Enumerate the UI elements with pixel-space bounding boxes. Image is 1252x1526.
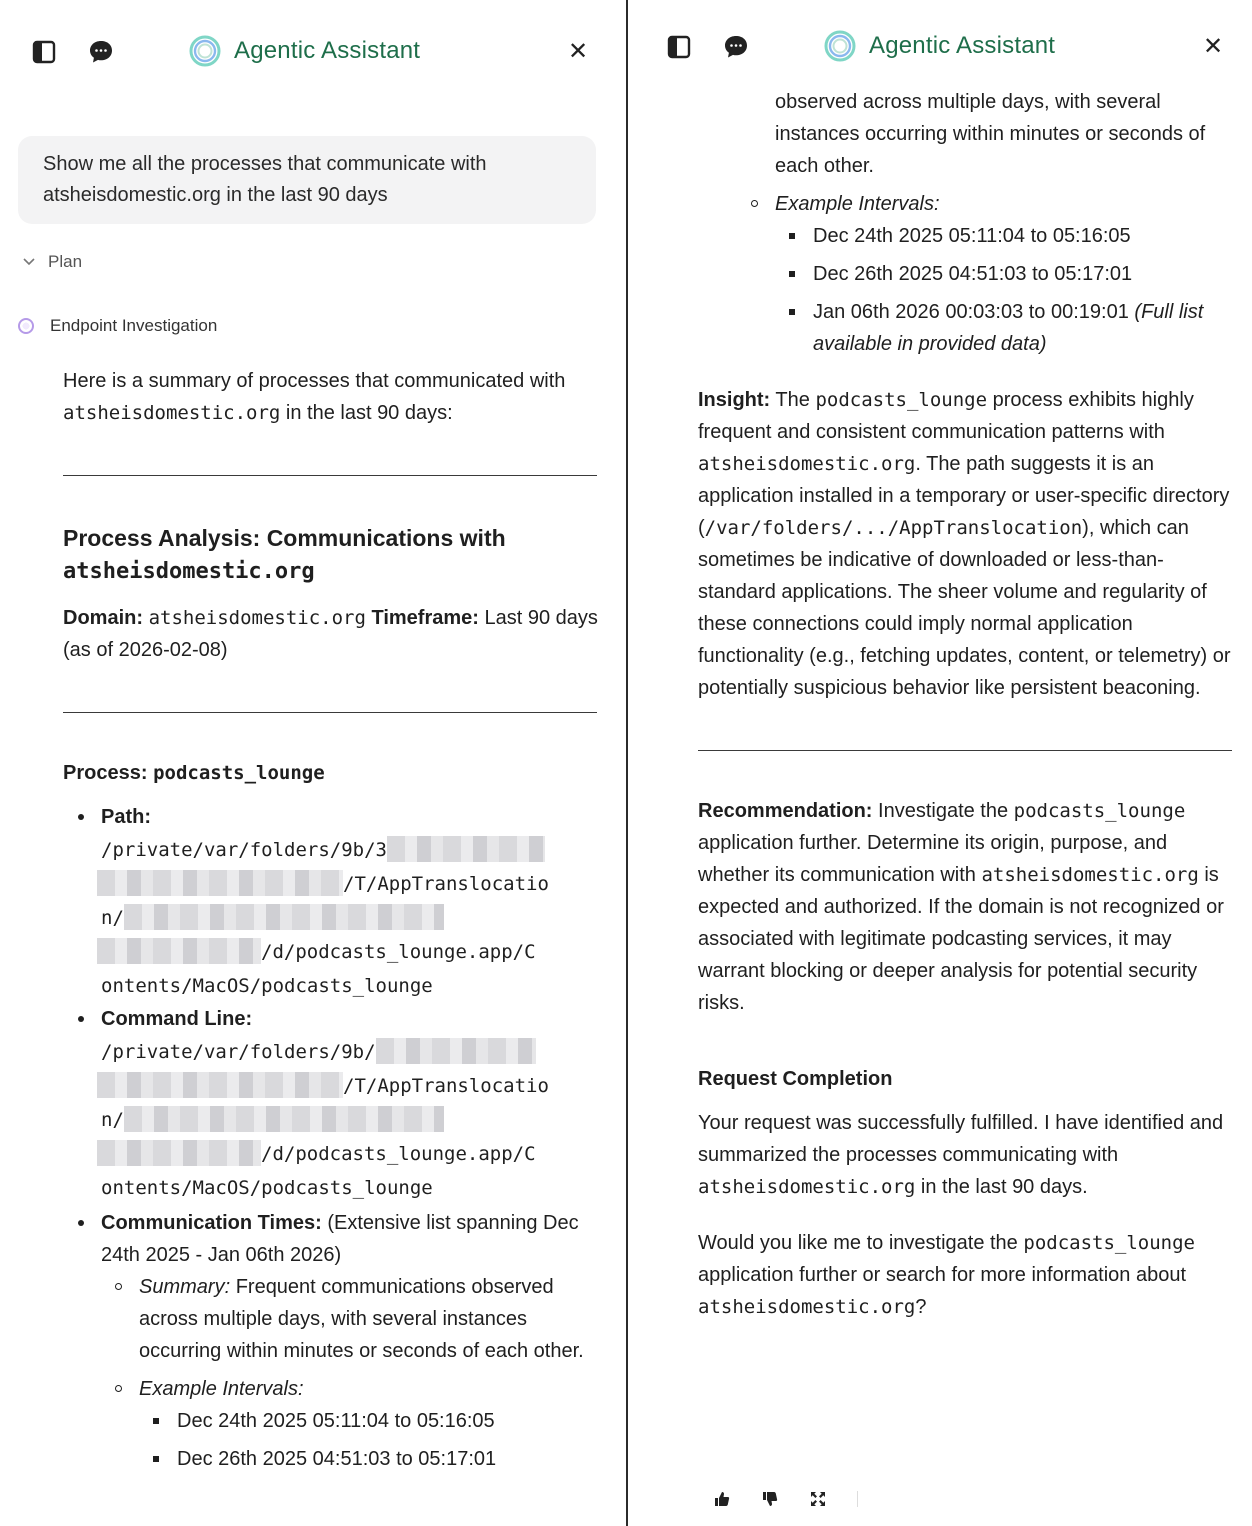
thumbs-down-icon[interactable] [761, 1490, 779, 1508]
plan-toggle[interactable] [22, 252, 82, 272]
user-query-bubble: Show me all the processes that communicate with atsheisdomestic.org in the last 90 days [18, 136, 596, 224]
feedback-bar [713, 1490, 858, 1508]
app-title: Agentic Assistant [869, 32, 1056, 59]
intervals-item: Example Intervals: Dec 24th 2025 05:11:04 to 05:16:05 Dec 26th 2025 04:51:03 to 05:17:01 Jan 06th 2026 00:03:03 to 00:19:01 (Full list available in provided data) [737, 188, 1238, 360]
interval-item: Dec 26th 2025 04:51:03 to 05:17:01 [775, 258, 1238, 290]
redacted-block [97, 938, 261, 964]
process-details [63, 801, 603, 1475]
app-brand [188, 34, 420, 68]
redacted-block [97, 1140, 261, 1166]
redacted-block [97, 1072, 343, 1098]
toolbar-separator [857, 1491, 858, 1507]
step-endpoint-investigation [18, 316, 217, 336]
domain-timeframe: Domain: atsheisdomestic.org Timeframe: Last 90 days (as of 2026-02-08) [63, 607, 598, 661]
close-icon[interactable]: ✕ [567, 38, 589, 65]
divider [63, 712, 597, 713]
process-title: Process: podcasts_lounge [63, 762, 325, 784]
divider [698, 750, 1232, 751]
step-label: Endpoint Investigation [50, 316, 218, 335]
times-sublist-continued [698, 86, 1238, 360]
chat-bubble-icon[interactable] [722, 33, 750, 61]
redacted-block [376, 1038, 536, 1064]
sidebar-toggle-icon[interactable] [30, 38, 58, 66]
intro-text: Here is a summary of processes that communicated with atsheisdomestic.org in the last 90 days: [63, 370, 566, 424]
redacted-block [387, 836, 545, 862]
completion-paragraph: Your request was successfully fulfilled. I have identified and summarized the processes communicating with atsheisdomestic.org in the last 90 days. [698, 1112, 1224, 1198]
summary-item: Summary: Frequent communications observed across multiple days, with several instances occurring within minutes or seconds of each other. [101, 1271, 603, 1367]
intervals-list [775, 220, 1238, 360]
assistant-logo-icon [823, 29, 857, 63]
expand-icon[interactable] [809, 1490, 827, 1508]
interval-item: Dec 24th 2025 05:11:04 to 05:16:05 [139, 1405, 603, 1437]
completion-heading: Request Completion [698, 1068, 893, 1090]
plan-label: Plan [48, 252, 83, 271]
redacted-block [124, 904, 444, 930]
thumbs-up-icon[interactable] [713, 1490, 731, 1508]
redacted-block [97, 870, 343, 896]
analysis-heading: Process Analysis: Communications with atsheisdomestic.org [63, 525, 506, 584]
command-line-item: Command Line: /private/var/folders/9b/ /T/AppTranslocatio n/ /d/podcasts_lounge.app/C ontents/MacOS/podcasts_lounge [63, 1003, 603, 1205]
response-left [63, 365, 603, 1475]
path-item: Path: /private/var/folders/9b/3 /T/AppTranslocatio n/ /d/podcasts_lounge.app/C ontents/MacOS/podcasts_lounge [63, 801, 603, 1003]
interval-item: Jan 06th 2026 00:03:03 to 00:19:01 (Full list available in provided data) [775, 296, 1238, 360]
redacted-block [124, 1106, 444, 1132]
insight-paragraph: Insight: The podcasts_lounge process exhibits highly frequent and consistent communication patterns with atsheisdomestic.org. The path suggests it is an application installed in a temporary or user-specific directory (/var/folders/.../AppTranslocation), which can sometimes be indicative of downloaded or less-than-standard applications. The sheer volume and regularity of these connections could imply normal application functionality (e.g., fetching updates, content, or telemetry) or potentially suspicious behavior like persistent beaconing. [698, 389, 1231, 699]
command-line-value: /private/var/folders/9b/ /T/AppTranslocatio n/ /d/podcasts_lounge.app/C ontents/MacOS/podcasts_lounge [101, 1035, 603, 1205]
interval-item: Dec 26th 2025 04:51:03 to 05:17:01 [139, 1443, 603, 1475]
followup-paragraph: Would you like me to investigate the podcasts_lounge application further or search for more information about atsheisdomestic.org? [698, 1232, 1195, 1318]
chevron-down-icon [22, 257, 36, 267]
recommendation-paragraph: Recommendation: Investigate the podcasts_lounge application further. Determine its origin, purpose, and whether its communication with atsheisdomestic.org is expected and authorized. If the domain is not recognized or associated with legitimate podcasting services, it may warrant blocking or deeper analysis for potential security risks. [698, 800, 1224, 1014]
times-sublist [101, 1271, 603, 1475]
close-icon[interactable]: ✕ [1202, 33, 1224, 60]
response-right [698, 86, 1238, 1323]
intervals-list [139, 1405, 603, 1475]
summary-continued: observed across multiple days, with several instances occurring within minutes or seconds of each other. [775, 91, 1206, 177]
divider [63, 475, 597, 476]
assistant-panel-right [628, 0, 1252, 1526]
interval-item: Dec 24th 2025 05:11:04 to 05:16:05 [775, 220, 1238, 252]
assistant-logo-icon [188, 34, 222, 68]
intervals-item: Example Intervals: Dec 24th 2025 05:11:04 to 05:16:05 Dec 26th 2025 04:51:03 to 05:17:01 [101, 1373, 603, 1475]
chat-bubble-icon[interactable] [87, 38, 115, 66]
communication-times-item: Communication Times: (Extensive list spanning Dec 24th 2025 - Jan 06th 2026) Summary: Frequent communications observed across multiple days, with several instances occurring within minutes or seconds of each other. Example Intervals: Dec 24th 2025 05:11:04 to 05:16:05 Dec 26th 2025 04:51:03 to 05:17:01 [63, 1207, 603, 1475]
app-brand [823, 29, 1055, 63]
path-value: /private/var/folders/9b/3 /T/AppTranslocatio n/ /d/podcasts_lounge.app/C ontents/MacOS/podcasts_lounge [101, 833, 603, 1003]
step-status-icon [18, 318, 34, 334]
app-title: Agentic Assistant [234, 37, 421, 64]
sidebar-toggle-icon[interactable] [665, 33, 693, 61]
